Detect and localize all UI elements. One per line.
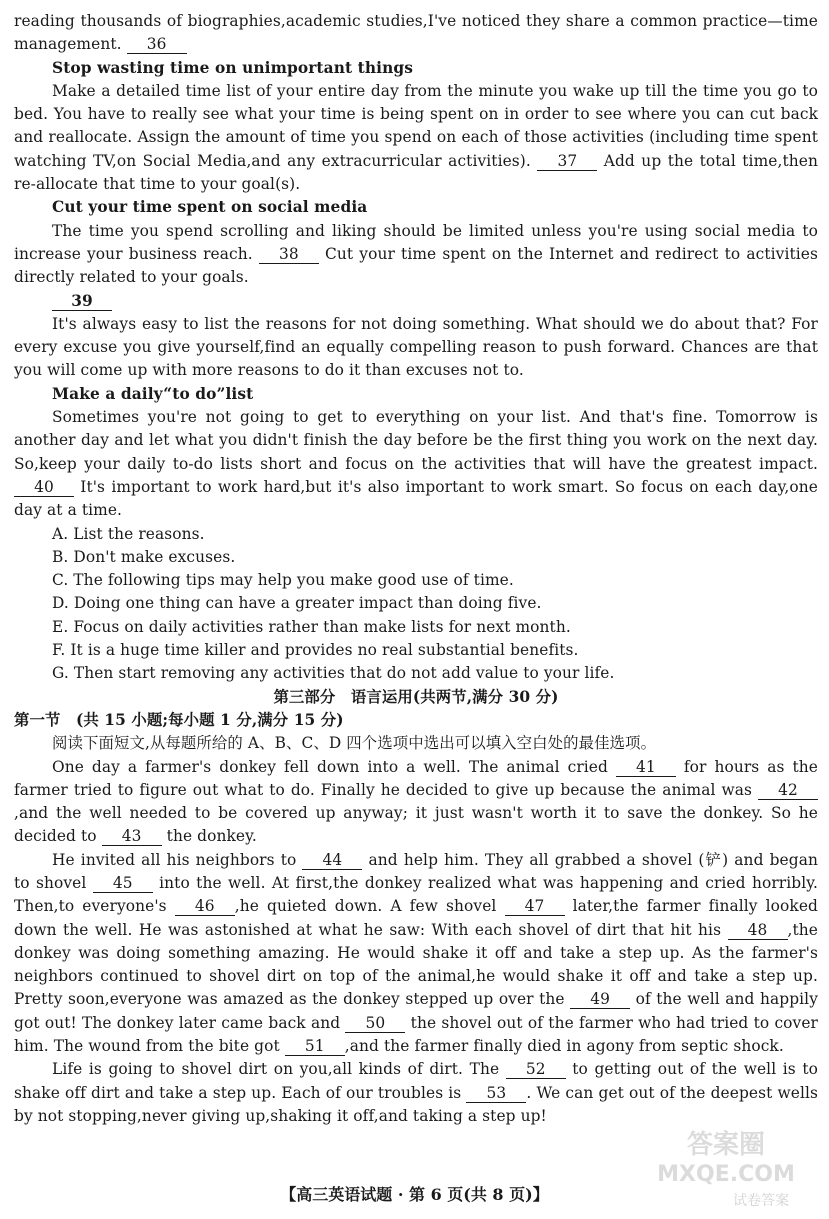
blank-42: 42 xyxy=(758,781,818,800)
passage-intro: reading thousands of biographies,academic studies,I've noticed they share a common practice—time management. 36 xyxy=(14,12,818,54)
option-c: C. The following tips may help you make good use of time. xyxy=(52,571,514,590)
watermark-line-1: 答案圈 xyxy=(686,1130,766,1160)
page-footer: 【高三英语试题 · 第 6 页(共 8 页)】 xyxy=(280,1185,549,1204)
watermark-line-3: 试卷答案 xyxy=(733,1193,789,1209)
section-paragraph-2: The time you spend scrolling and liking should be limited unless you're using social media to increase your business reach. 38 Cut your time spent on the Internet and redirect to activities directly related to your goals. xyxy=(14,221,818,287)
blank-44: 44 xyxy=(302,851,362,870)
blank-39: 39 xyxy=(52,292,112,311)
part-three-title: 第三部分 语言运用(共两节,满分 30 分) xyxy=(273,687,559,706)
section-paragraph-1: Make a detailed time list of your entire day from the minute you wake up till the time you go to bed. You have to really see what your time is being spent on in order to see where you can cut back and reallocate. Assign the amount of time you spend on each of those activities (including time spent watching TV,on Social Media,and any extracurricular activities). 37 Add up the total time,then re-allocate that time to your goal(s). xyxy=(14,81,818,194)
blank-40: 40 xyxy=(14,478,74,497)
story-paragraph-3: Life is going to shovel dirt on you,all kinds of dirt. The 52 to getting out of the well is to shake off dirt and take a step up. Each of our troubles is 53 . We can get out of the deepest wells by not stopping,never giving up,shaking it off,and taking a step up! xyxy=(14,1060,818,1125)
section-paragraph-3: It's always easy to list the reasons for not doing something. What should we do about that? For every excuse you give yourself,find an equally compelling reason to push forward. Chances are that you will come up with more reasons to do it than excuses not to. xyxy=(14,314,818,380)
instruction: 阅读下面短文,从每题所给的 A、B、C、D 四个选项中选出可以填入空白处的最佳选项。 xyxy=(52,734,657,753)
story-paragraph-2: He invited all his neighbors to 44 and help him. They all grabbed a shovel (铲) and began to shovel 45 into the well. At first,the donkey realized what was happening and cried horribly. Then,to everyone's 46 ,he quieted down. A few shovel 47 later,the farmer finally looked down the well. He was astonished at what he saw: With each shovel of dirt that hit his 48 ,the donkey was doing something amazing. He would shake it off and take a step up. As the farmer's neighbors continued to shovel dirt on top of the animal,he would shake it off and take a step up. Pretty soon,everyone was amazed as the donkey stepped up over the 49 of the well and happily got out! The donkey later came back and 50 the shovel out of the farmer who had tried to cover him. The wound from the bite got 51 ,and the farmer finally died in agony from septic shock. xyxy=(14,850,819,1056)
blank-47: 47 xyxy=(505,897,565,916)
blank-46: 46 xyxy=(175,897,235,916)
blank-36: 36 xyxy=(127,35,187,54)
section-heading-4: Make a daily“to do”list xyxy=(52,384,254,403)
section-heading-1: Stop wasting time on unimportant things xyxy=(52,58,414,77)
watermark-line-2: MXQE.COM xyxy=(657,1162,795,1187)
option-d: D. Doing one thing can have a greater impact than doing five. xyxy=(52,594,542,613)
blank-50: 50 xyxy=(345,1014,405,1033)
option-b: B. Don't make excuses. xyxy=(52,547,236,566)
blank-41: 41 xyxy=(616,758,676,777)
option-f: F. It is a huge time killer and provides no real substantial benefits. xyxy=(52,641,579,660)
blank-52: 52 xyxy=(506,1060,566,1079)
section-one-title: 第一节 (共 15 小题;每小题 1 分,满分 15 分) xyxy=(14,710,344,729)
blank-49: 49 xyxy=(570,990,630,1009)
exam-page xyxy=(14,10,818,1128)
section-heading-3 xyxy=(14,290,818,313)
option-e: E. Focus on daily activities rather than make lists for next month. xyxy=(52,617,571,636)
story-paragraph-1: One day a farmer's donkey fell down into a well. The animal cried 41 for hours as the farmer tried to figure out what to do. Finally he decided to give up because the animal was 42,and the well needed to be covered up anyway; it just wasn't worth it to save the donkey. So he decided to 43 the donkey. xyxy=(14,757,818,846)
section-paragraph-4: Sometimes you're not going to get to everything on your list. And that's fine. Tomorrow is another day and let what you didn't finish the day before be the first thing you work on the next day. So,keep your daily to-do lists short and focus on the activities that will have the greatest impact. 40 It's important to work hard,but it's also important to work smart. So focus on each day,one day at a time. xyxy=(14,408,818,520)
blank-51: 51 xyxy=(285,1037,345,1056)
blank-53: 53 xyxy=(466,1084,526,1103)
blank-37: 37 xyxy=(537,152,597,171)
option-a: A. List the reasons. xyxy=(52,524,205,543)
blank-38: 38 xyxy=(259,245,319,264)
blank-48: 48 xyxy=(728,921,788,940)
section-heading-2: Cut your time spent on social media xyxy=(52,198,368,217)
blank-43: 43 xyxy=(102,827,162,846)
blank-45: 45 xyxy=(93,874,153,893)
option-g: G. Then start removing any activities that do not add value to your life. xyxy=(52,664,615,683)
